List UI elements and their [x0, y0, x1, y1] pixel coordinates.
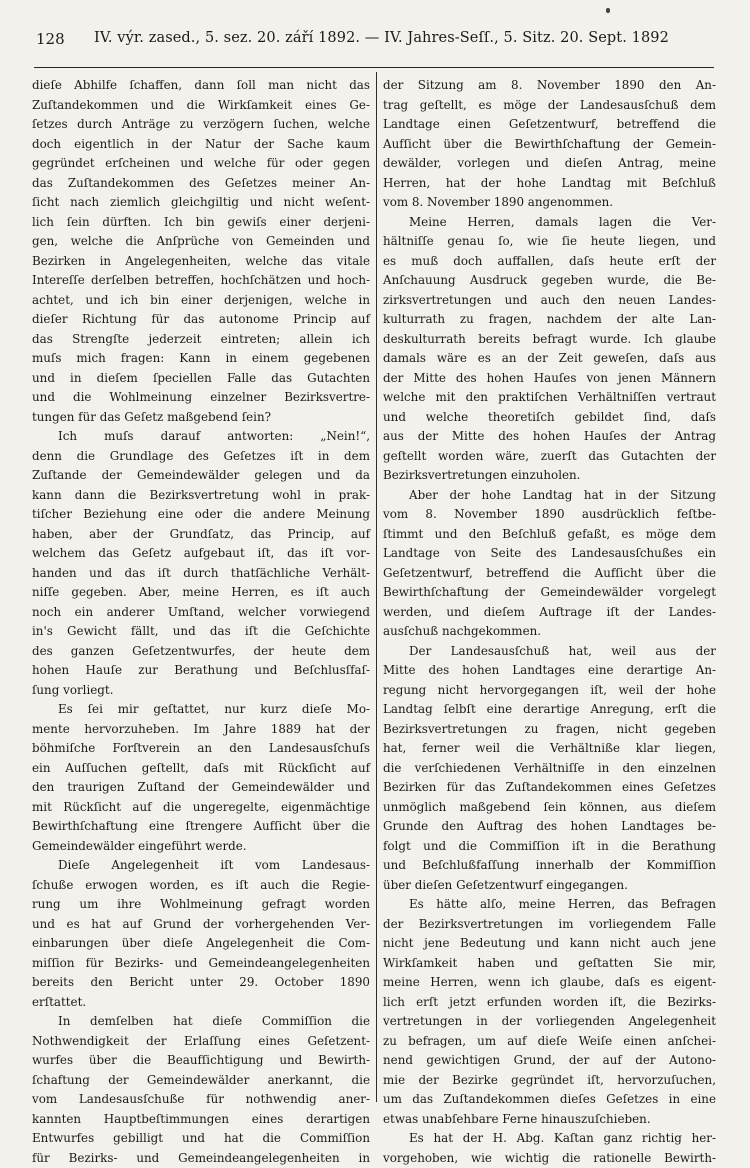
text-line: Aber der hohe Landtag hat in der Sitzung: [383, 486, 716, 506]
text-line: miſſion für Bezirks- und Gemeindeangelegenheiten: [32, 954, 370, 974]
text-line: der Bezirksvertretungen im vorliegendem Falle: [383, 915, 716, 935]
text-line: Zuſtande der Gemeindewälder gelegen und da: [32, 466, 370, 486]
text-line: lich ſein dürften. Ich bin gewiſs einer derjeni-: [32, 213, 370, 233]
text-line: rung um ihre Wohlmeinung gefragt worden: [32, 895, 370, 915]
text-line: die verſchiedenen Verhältniſſe in den einzelnen: [383, 759, 716, 779]
text-line: Geſetzentwurf, betreffend die Aufſicht über die: [383, 564, 716, 584]
text-line: über dieſen Geſetzentwurf eingegangen.: [383, 876, 716, 896]
text-line: etwas unabſehbare Ferne hinauszuſchieben.: [383, 1110, 716, 1130]
text-line: Anſchauung Ausdruck gegeben wurde, die Be-: [383, 271, 716, 291]
text-line: Bezirken für das Zuſtandekommen eines Geſetzes: [383, 778, 716, 798]
text-line: ſung vorliegt.: [32, 681, 370, 701]
text-line: das Zuſtandekommen des Geſetzes meiner An-: [32, 174, 370, 194]
text-line: wurfes über die Beaufſichtigung und Bewirth-: [32, 1051, 370, 1071]
text-line: ſetzes durch Anträge zu verzögern ſuchen, welche: [32, 115, 370, 135]
text-line: für Bezirks- und Gemeindeangelegenheiten in: [32, 1149, 370, 1168]
text-line: Entwurfes gebilligt und hat die Commiſſion: [32, 1129, 370, 1149]
text-line: Intereſſe derſelben betreffen, hochſchätzen und hoch-: [32, 271, 370, 291]
text-line: welche mit den praktiſchen Verhältniſſen vertraut: [383, 388, 716, 408]
text-line: deskulturrath bereits befragt wurde. Ich glaube: [383, 330, 716, 350]
text-line: Der Landesausſchuß hat, weil aus der: [383, 642, 716, 662]
text-line: regung nicht hervorgegangen iſt, weil der hohe: [383, 681, 716, 701]
text-line: nend gewichtigen Grund, der auf der Autono-: [383, 1051, 716, 1071]
ink-speck: [606, 8, 610, 13]
text-line: geſtellt worden wäre, zuerſt das Gutachten der: [383, 447, 716, 467]
running-title: IV. výr. zased., 5. sez. 20. září 1892. — IV. Jahres-Seſſ., 5. Sitz. 20. Sept. 1892: [94, 30, 669, 46]
text-line: vorgehoben, wie wichtig die rationelle Bewirth-: [383, 1149, 716, 1168]
text-line: vom 8. November 1890 ausdrücklich feſtbe-: [383, 505, 716, 525]
text-line: Bezirksvertretungen einzuholen.: [383, 466, 716, 486]
text-line: der Mitte des hohen Hauſes von jenen Männern: [383, 369, 716, 389]
text-line: mie der Bezirke gegründet iſt, hervorzuſuchen,: [383, 1071, 716, 1091]
text-line: kulturrath zu fragen, nachdem der alte Lan-: [383, 310, 716, 330]
text-line: lich erſt jetzt erfunden worden iſt, die Bezirks-: [383, 993, 716, 1013]
text-line: zirksvertretungen und auch den neuen Landes-: [383, 291, 716, 311]
text-line: bereits den Bericht unter 29. October 1890: [32, 973, 370, 993]
text-line: dieſe Abhilfe ſchaffen, dann ſoll man nicht das: [32, 76, 370, 96]
text-line: folgt und die Commiſſion iſt in die Berathung: [383, 837, 716, 857]
text-line: den traurigen Zuſtand der Gemeindewälder und: [32, 778, 370, 798]
text-line: und welche theoretiſch gebildet ſind, daſs: [383, 408, 716, 428]
text-line: Landtage einen Geſetzentwurf, betreffend die: [383, 115, 716, 135]
text-line: meine Herren, wenn ich glaube, daſs es eigent-: [383, 973, 716, 993]
text-line: tiſcher Beziehung eine oder die andere Meinung: [32, 505, 370, 525]
text-line: ſchaftung der Gemeindewälder anerkannt, die: [32, 1071, 370, 1091]
text-line: damals wäre es an der Zeit geweſen, daſs aus: [383, 349, 716, 369]
text-line: dieſer Richtung für das autonome Princip auf: [32, 310, 370, 330]
text-line: Mitte des hohen Landtages eine derartige An-: [383, 661, 716, 681]
text-line: und es hat auf Grund der vorhergehenden Ver-: [32, 915, 370, 935]
text-line: vertretungen in der vorliegenden Angelegenheit: [383, 1012, 716, 1032]
text-line: böhmiſche Forſtverein an den Landesausſchuſs: [32, 739, 370, 759]
text-line: doch eigentlich in der Natur der Sache kaum: [32, 135, 370, 155]
header-rule: [34, 67, 714, 68]
text-line: welchem das Geſetz aufgebaut iſt, das iſt vor-: [32, 544, 370, 564]
text-line: es muß doch auffallen, daſs heute erſt der: [383, 252, 716, 272]
text-line: um das Zuſtandekommen dieſes Geſetzes in eine: [383, 1090, 716, 1110]
text-line: achtet, und ich bin einer derjenigen, welche in: [32, 291, 370, 311]
right-column: [383, 76, 716, 1136]
text-line: und in dieſem ſpeciellen Falle das Gutachten: [32, 369, 370, 389]
text-line: muſs mich fragen: Kann in einem gegebenen: [32, 349, 370, 369]
text-line: vom 8. November 1890 angenommen.: [383, 193, 716, 213]
text-line: Gemeindewälder eingeführt werde.: [32, 837, 370, 857]
text-line: Wirkſamkeit haben und geſtatten Sie mir,: [383, 954, 716, 974]
text-line: erſtattet.: [32, 993, 370, 1013]
text-line: In demſelben hat dieſe Commiſſion die: [32, 1012, 370, 1032]
text-line: Grunde den Auftrag des hohen Landtages be-: [383, 817, 716, 837]
page-number: 128: [36, 30, 65, 48]
text-line: unmöglich maßgebend ſein können, aus dieſem: [383, 798, 716, 818]
text-line: zu befragen, um auf dieſe Weiſe einen anſchei-: [383, 1032, 716, 1052]
text-line: ausſchuß nachgekommen.: [383, 622, 716, 642]
text-line: Es ſei mir geſtattet, nur kurz dieſe Mo-: [32, 700, 370, 720]
text-line: Zuſtandekommen und die Wirkſamkeit eines Ge-: [32, 96, 370, 116]
text-line: hältniſſe genau ſo, wie ſie heute liegen, und: [383, 232, 716, 252]
text-line: trag geſtellt, es möge der Landesausſchuß dem: [383, 96, 716, 116]
running-header: [28, 30, 718, 56]
text-line: tungen für das Geſetz maßgebend ſein?: [32, 408, 370, 428]
text-line: Bezirken in Angelegenheiten, welche das vitale: [32, 252, 370, 272]
text-line: das Strengſte jederzeit eintreten; allein ich: [32, 330, 370, 350]
text-line: ſicht nach ziemlich gleichgiltig und nicht weſent-: [32, 193, 370, 213]
text-line: des ganzen Geſetzentwurfes, der heute dem: [32, 642, 370, 662]
text-line: kann dann die Bezirksvertretung wohl in prak-: [32, 486, 370, 506]
text-line: Landtag ſelbſt eine derartige Anregung, erſt die: [383, 700, 716, 720]
text-line: in's Gewicht fällt, und das iſt die Geſchichte: [32, 622, 370, 642]
text-line: Herren, hat der hohe Landtag mit Beſchluß: [383, 174, 716, 194]
text-line: Meine Herren, damals lagen die Ver-: [383, 213, 716, 233]
text-line: ſtimmt und den Beſchluß gefaßt, es möge dem: [383, 525, 716, 545]
text-line: handen und das iſt durch thatſächliche Verhält-: [32, 564, 370, 584]
text-line: Nothwendigkeit der Erlaſſung eines Geſetzent-: [32, 1032, 370, 1052]
text-line: Es hätte alſo, meine Herren, das Befragen: [383, 895, 716, 915]
text-line: Landtage von Seite des Landesausſchußes ein: [383, 544, 716, 564]
text-line: Bezirksvertretungen zu fragen, nicht gegeben: [383, 720, 716, 740]
text-line: nicht jene Bedeutung und kann nicht auch jene: [383, 934, 716, 954]
text-line: ſchuße erwogen worden, es iſt auch die Regie-: [32, 876, 370, 896]
text-line: kannten Hauptbeſtimmungen eines derartigen: [32, 1110, 370, 1130]
text-line: Bewirthſchaftung eine ſtrengere Aufſicht über die: [32, 817, 370, 837]
text-line: niſſe gegeben. Aber, meine Herren, es iſt auch: [32, 583, 370, 603]
text-line: und die Wohlmeinung einzelner Bezirksvertre-: [32, 388, 370, 408]
text-line: Dieſe Angelegenheit iſt vom Landesaus-: [32, 856, 370, 876]
text-line: Es hat der H. Abg. Kaſtan ganz richtig her-: [383, 1129, 716, 1149]
text-line: und Beſchlußfaſſung innerhalb der Kommiſſion: [383, 856, 716, 876]
text-line: haben, aber der Grundſatz, das Princip, auf: [32, 525, 370, 545]
text-line: vom Landesausſchuße für nothwendig aner-: [32, 1090, 370, 1110]
text-line: hat, ferner weil die Verhältniße klar liegen,: [383, 739, 716, 759]
text-line: werden, und dieſem Auftrage iſt der Landes-: [383, 603, 716, 623]
text-line: noch ein anderer Umſtand, welcher vorwiegend: [32, 603, 370, 623]
text-line: Aufſicht über die Bewirthſchaftung der Gemein-: [383, 135, 716, 155]
column-divider: [376, 72, 377, 1102]
text-line: dewälder, vorlegen und dieſen Antrag, meine: [383, 154, 716, 174]
left-column: [32, 76, 370, 1136]
text-line: Ich muſs darauf antworten: „Nein!“,: [32, 427, 370, 447]
text-line: Bewirthſchaftung der Gemeindewälder vorgelegt: [383, 583, 716, 603]
text-line: hohen Hauſe zur Berathung und Beſchlusſfaſ-: [32, 661, 370, 681]
text-line: aus der Mitte des hohen Hauſes der Antrag: [383, 427, 716, 447]
text-line: mente hervorzuheben. Im Jahre 1889 hat der: [32, 720, 370, 740]
text-line: einbarungen über dieſe Angelegenheit die Com-: [32, 934, 370, 954]
text-line: der Sitzung am 8. November 1890 den An-: [383, 76, 716, 96]
text-line: mit Rückſicht auf die ungeregelte, eigenmächtige: [32, 798, 370, 818]
text-line: ein Auſſuchen geſtellt, daſs mit Rückſicht auf: [32, 759, 370, 779]
text-line: gegründet erſcheinen und welche für oder gegen: [32, 154, 370, 174]
text-line: gen, welche die Anſprüche von Gemeinden und: [32, 232, 370, 252]
text-line: denn die Grundlage des Geſetzes iſt in dem: [32, 447, 370, 467]
